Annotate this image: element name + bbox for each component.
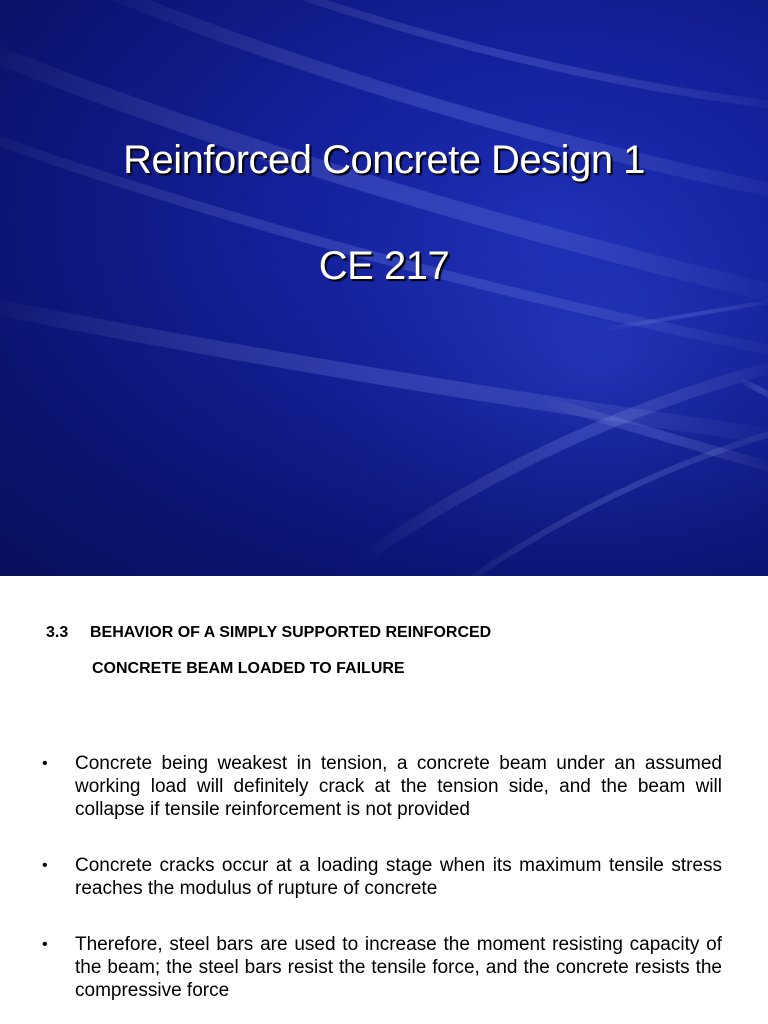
bullet-text: Concrete cracks occur at a loading stage when its maximum tensile stress reaches the modulus of rupture of concrete [75,855,722,899]
section-heading-line2: CONCRETE BEAM LOADED TO FAILURE [92,660,405,677]
bullet-text: Concrete being weakest in tension, a concrete beam under an assumed working load will definitely crack at the tension side, and the beam will collapse if tensile reinforcement is not provided [75,753,722,820]
bullet-text: Therefore, steel bars are used to increase the moment resisting capacity of the beam; the steel bars resist the tensile force, and the concrete resists the compressive force [75,934,722,1001]
section-heading [46,623,491,679]
bullet-item [42,854,722,900]
bullet-icon: • [42,755,48,772]
bullet-item [42,933,722,1002]
bullet-icon: • [42,857,48,874]
slide-title: Reinforced Concrete Design 1 [123,138,645,182]
bullet-icon: • [42,936,48,953]
bullet-item [42,752,722,821]
section-heading-line1: BEHAVIOR OF A SIMPLY SUPPORTED REINFORCED [90,624,492,641]
course-code: CE 217 [318,244,450,288]
content-slide [0,576,768,1024]
section-number: 3.3 [46,624,69,641]
